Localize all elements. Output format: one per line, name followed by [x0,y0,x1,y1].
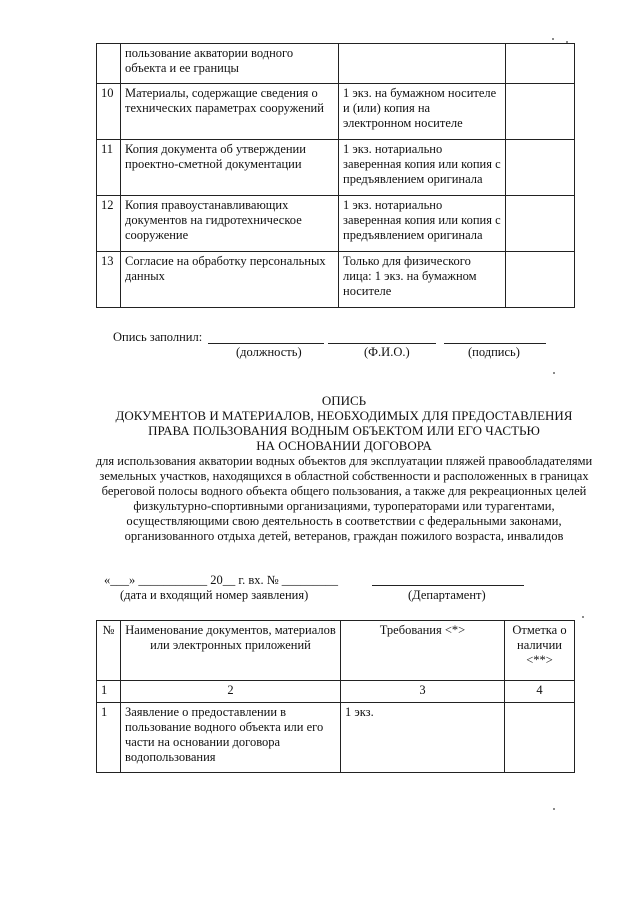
inventory-title: ОПИСЬ [321,393,367,408]
availability-mark [505,703,575,773]
header-requirements: Требования <*> [341,621,505,681]
index-1: 1 [97,681,121,703]
inventory-title-line2: ДОКУМЕНТОВ И МАТЕРИАЛОВ, НЕОБХОДИМЫХ ДЛЯ ПРЕДОСТАВЛЕНИЯ [115,408,573,423]
row-number: 12 [97,196,121,252]
requirement: Только для физического лица: 1 экз. на бумажном носителе [339,252,506,308]
scan-speck [566,41,568,43]
requirement: 1 экз. [341,703,505,773]
table-row [97,252,575,308]
fio-line [328,343,436,344]
header-availability: Отметка о наличии <**> [505,621,575,681]
signature-line [444,343,546,344]
requirement: 1 экз. нотариально заверенная копия или копия с предъявлением оригинала [339,196,506,252]
documents-table-continued [96,43,575,308]
table-row [97,140,575,196]
row-number [97,44,121,84]
table-row [97,44,575,84]
table-row [97,703,575,773]
header-document-name: Наименование документов, материалов или электронных приложений [121,621,341,681]
table-header-row [97,621,575,681]
row-number: 10 [97,84,121,140]
requirement: 1 экз. нотариально заверенная копия или копия с предъявлением оригинала [339,140,506,196]
application-date-line: «___» ___________ 20__ г. вх. № _________ [104,573,339,587]
table-index-row [97,681,575,703]
department-line [372,585,524,586]
document-name: Материалы, содержащие сведения о технических параметрах сооружений [121,84,339,140]
position-line [208,343,324,344]
requirement: 1 экз. на бумажном носителе и (или) копия на электронном носителе [339,84,506,140]
requirement [339,44,506,84]
table-row [97,84,575,140]
document-name: пользование акватории водного объекта и ее границы [121,44,339,84]
signature-caption: (подпись) [468,345,520,359]
index-4: 4 [505,681,575,703]
availability-mark [506,84,575,140]
inventory-title-line4: НА ОСНОВАНИИ ДОГОВОРА [256,438,432,453]
filled-by-label: Опись заполнил: [113,330,203,344]
inventory-subtitle: для использования акватории водных объектов для эксплуатации пляжей правообладателями земельных участков, находящихся в областной собственности и расположенных в границах береговой полосы водного объекта общего пользования, а также для рекреационных целей физкультурно-спортивными организациями, туроператорами или турагентами, осуществляющими свою деятельность в соответствии с федеральными законами, организованного отдыха детей, ветеранов, граждан пожилого возраста, инвалидов [95,454,593,543]
table-row [97,196,575,252]
document-name: Согласие на обработку персональных данных [121,252,339,308]
inventory-title-line3: ПРАВА ПОЛЬЗОВАНИЯ ВОДНЫМ ОБЪЕКТОМ ИЛИ ЕГО ЧАСТЬЮ [148,423,540,438]
department-caption: (Департамент) [408,588,486,602]
fio-caption: (Ф.И.О.) [364,345,410,359]
availability-mark [506,44,575,84]
row-number: 13 [97,252,121,308]
header-number: № [97,621,121,681]
scan-speck [552,38,554,40]
availability-mark [506,196,575,252]
row-number: 11 [97,140,121,196]
document-name: Копия документа об утверждении проектно-сметной документации [121,140,339,196]
scan-speck [582,616,584,618]
scan-speck [553,372,555,374]
document-name: Копия правоустанавливающих документов на гидротехническое сооружение [121,196,339,252]
row-number: 1 [97,703,121,773]
date-caption: (дата и входящий номер заявления) [120,588,309,602]
scan-speck [553,808,555,810]
position-caption: (должность) [236,345,302,359]
availability-mark [506,252,575,308]
index-3: 3 [341,681,505,703]
index-2: 2 [121,681,341,703]
availability-mark [506,140,575,196]
documents-table [96,620,575,773]
document-name: Заявление о предоставлении в пользование водного объекта или его части на основании договора водопользования [121,703,341,773]
